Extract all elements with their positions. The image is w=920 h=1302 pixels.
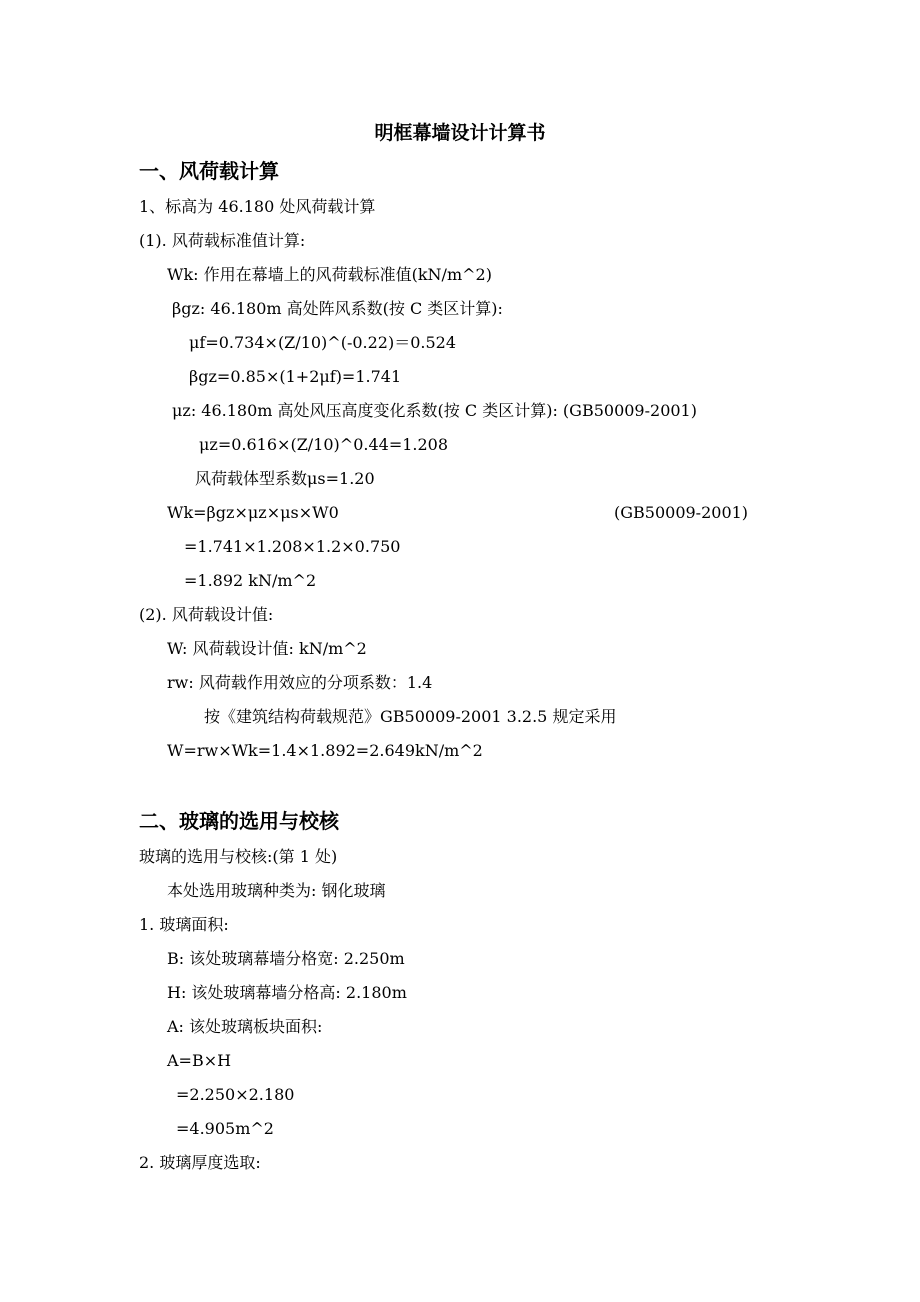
document-title: 明框幕墙设计计算书 <box>374 122 546 144</box>
text-line: B: 该处玻璃幕墙分格宽: 2.250m <box>167 949 405 968</box>
text-line: H: 该处玻璃幕墙分格高: 2.180m <box>167 983 407 1002</box>
text-line: μf=0.734×(Z/10)^(-0.22)＝0.524 <box>189 333 457 352</box>
text-line: (1). 风荷载标准值计算: <box>139 231 306 250</box>
section-heading-wind-load: 一、风荷载计算 <box>139 159 279 183</box>
text-line: μz: 46.180m 高处风压高度变化系数(按 C 类区计算): (GB50009-2001) <box>172 401 697 420</box>
text-line: Wk: 作用在幕墙上的风荷载标准值(kN/m^2) <box>167 265 492 284</box>
text-line: =2.250×2.180 <box>176 1085 295 1104</box>
text-line: A=B×H <box>167 1051 232 1070</box>
text-line: 1、标高为 46.180 处风荷载计算 <box>139 197 376 216</box>
text-line: =1.892 kN/m^2 <box>184 571 317 590</box>
text-line: W=rw×Wk=1.4×1.892=2.649kN/m^2 <box>167 741 483 760</box>
text-line: rw: 风荷载作用效应的分项系数：1.4 <box>167 673 433 692</box>
text-line: μz=0.616×(Z/10)^0.44=1.208 <box>199 435 449 454</box>
text-line: 风荷载体型系数μs=1.20 <box>195 469 375 488</box>
text-line: (2). 风荷载设计值: <box>139 605 274 624</box>
text-line: A: 该处玻璃板块面积: <box>167 1017 323 1036</box>
section-heading-glass: 二、玻璃的选用与校核 <box>139 809 339 833</box>
text-line: =1.741×1.208×1.2×0.750 <box>184 537 401 556</box>
text-line: 2. 玻璃厚度选取: <box>139 1153 261 1172</box>
text-line-reference: (GB50009-2001) <box>614 503 749 522</box>
text-line: 按《建筑结构荷载规范》GB50009-2001 3.2.5 规定采用 <box>204 707 617 726</box>
text-line: W: 风荷载设计值: kN/m^2 <box>167 639 367 658</box>
text-line: βgz=0.85×(1+2μf)=1.741 <box>189 367 402 386</box>
text-line: βgz: 46.180m 高处阵风系数(按 C 类区计算): <box>172 299 503 318</box>
text-line: Wk=βgz×μz×μs×W0 <box>167 503 339 522</box>
text-line: 1. 玻璃面积: <box>139 915 229 934</box>
text-line: =4.905m^2 <box>176 1119 274 1138</box>
text-line: 本处选用玻璃种类为: 钢化玻璃 <box>167 881 386 900</box>
text-line: 玻璃的选用与校核:(第 1 处) <box>139 847 338 866</box>
